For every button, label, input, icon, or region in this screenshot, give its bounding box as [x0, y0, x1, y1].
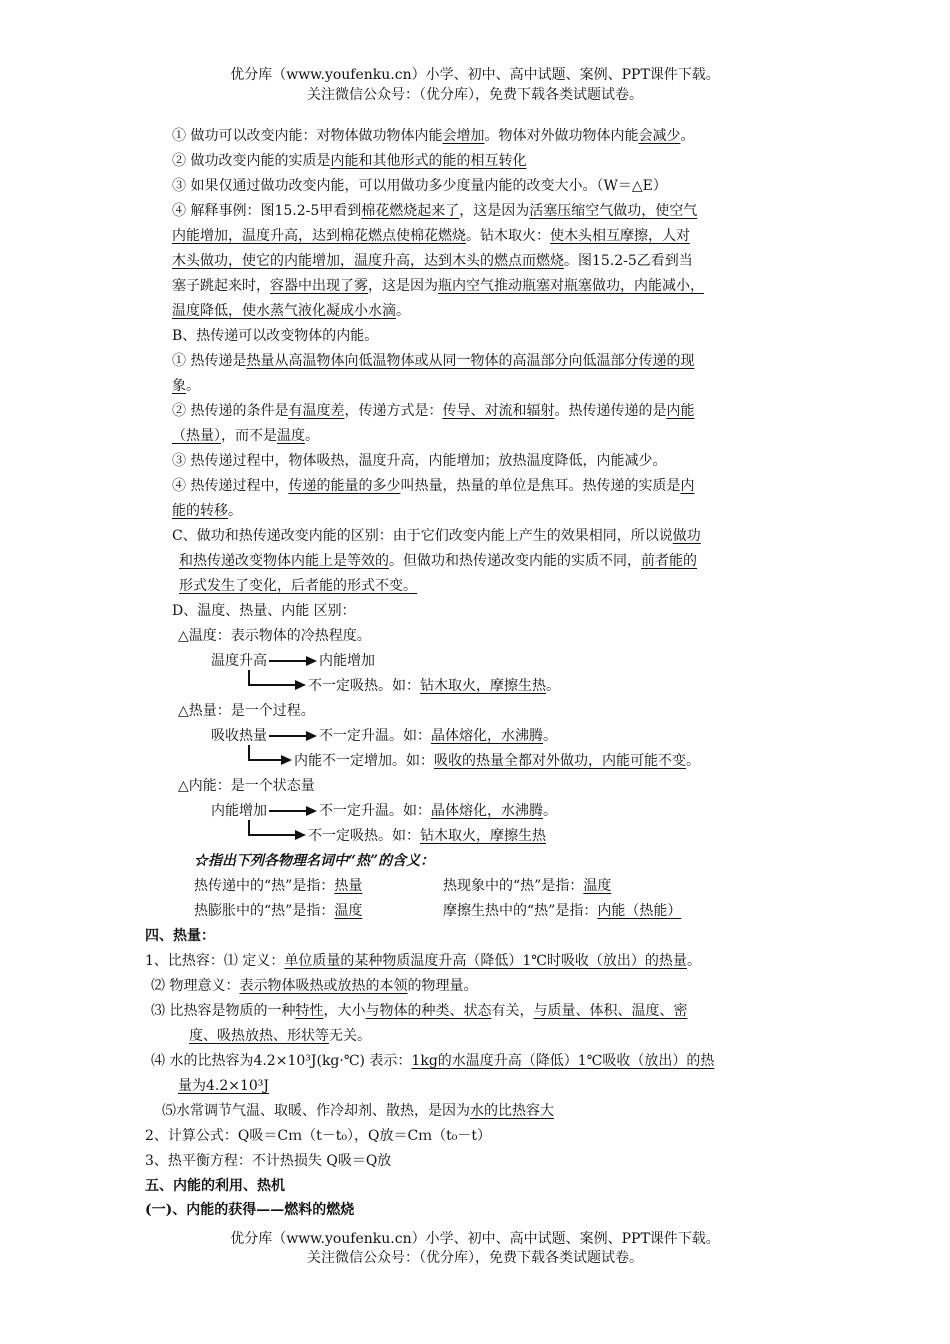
text: 。: [396, 303, 410, 319]
work-point-1: [172, 126, 694, 146]
work-point-3: ③ 如果仅通过做功改变内能，可以用做功多少度量内能的改变大小。（W＝△E）: [172, 178, 667, 194]
right-arrow-icon: [269, 731, 317, 741]
work-point-4-line3: [172, 251, 693, 271]
underlined-answer: 容器中出现了雾: [270, 278, 368, 294]
underlined-answer: 钻木取火，摩擦生热: [420, 828, 546, 844]
text: 。: [186, 378, 200, 394]
elbow-arrow-icon: [248, 676, 306, 690]
text: 热膨胀中的“热”是指：: [194, 903, 335, 919]
underlined-answer: 内能增加，温度升高，达到棉花燃点使棉花燃烧: [172, 228, 466, 244]
heat-branch-1: [211, 726, 557, 746]
underlined-answer: 1kg的水温度升高（降低）1℃吸收（放出）的热: [411, 1053, 715, 1069]
text: ④ 解释事例：图15.2-5甲看到: [172, 203, 362, 219]
text: ，传递方式是：: [344, 403, 443, 419]
heat-branch-2: [248, 751, 700, 771]
text: 1、比热容：⑴ 定义：: [145, 953, 285, 969]
underlined-answer: 特性: [295, 1003, 324, 1019]
heat-meaning-row-2: [194, 901, 362, 921]
underlined-answer: 传导、对流和辐射: [442, 403, 555, 419]
text: 。: [228, 503, 242, 519]
underlined-answer: 传递的能量的多少: [288, 478, 401, 494]
section-5-subtitle: (一)、内能的获得——燃料的燃烧: [145, 1202, 355, 1218]
underlined-answer: 晶体熔化，水沸腾: [431, 728, 543, 744]
underlined-answer: （热量）: [172, 428, 221, 444]
text: ⑶ 比热容是物质的一种: [151, 1003, 296, 1019]
work-point-4-line2: [172, 226, 690, 246]
internal-energy-branch-1: [211, 801, 557, 821]
text: 。: [686, 953, 701, 969]
text: ② 做功改变内能的实质是: [172, 153, 331, 169]
underlined-answer: 温度: [277, 428, 305, 444]
work-point-2: [172, 151, 526, 171]
underlined-answer: 和热传递改变物体内能上是等效的: [179, 553, 389, 569]
underlined-answer: 形式发生了变化，后者能的形式不变。: [179, 578, 417, 594]
underlined-answer: 单位质量的某种物质温度升高（降低）1℃时吸收（放出）的热量: [284, 953, 687, 969]
underlined-answer: 内能（热能）: [597, 903, 682, 919]
text: 。: [686, 753, 700, 769]
underlined-answer: 内: [680, 478, 695, 494]
text: ，这是因为: [368, 278, 438, 294]
underlined-answer: 晶体熔化，水沸腾: [431, 803, 543, 819]
text: C、做功和热传递改变内能的区别：由于它们改变内能上产生的效果相同，所以说: [172, 528, 673, 544]
text: 的物理量。: [407, 978, 478, 994]
text: 无关。: [329, 1028, 371, 1044]
underlined-answer: 有温度差: [288, 403, 345, 419]
text: ④ 热传递过程中，: [172, 478, 289, 494]
calculation-formula: 2、计算公式：Q吸＝Cｍ（t－t₀），Q放＝Cｍ（t₀－t）: [145, 1128, 492, 1144]
heat-balance-equation: 3、热平衡方程：不计热损失 Q吸＝Q放: [145, 1153, 392, 1169]
right-arrow-icon: [269, 806, 317, 816]
section-5-title: 五、内能的利用、热机: [145, 1178, 285, 1194]
text: 内能增加: [211, 803, 267, 819]
underlined-answer: 瓶内空气推动瓶塞对瓶塞做功，内能减小，: [438, 278, 704, 294]
underlined-answer: 温度: [334, 903, 363, 919]
underlined-answer: 活塞压缩空气做功，使空气: [529, 203, 698, 219]
text: 不一定升温。如：: [319, 728, 431, 744]
underlined-answer: 温度降低，使水蒸气液化凝成小水滴: [172, 303, 396, 319]
text: 。但做功和热传递改变内能的实质不同，: [389, 553, 641, 569]
heat-transfer-point-2-line2: [172, 426, 319, 446]
water-specific-heat-line2: [178, 1076, 269, 1096]
underlined-answer: 内能: [666, 403, 695, 419]
text: 内能不一定增加。如：: [294, 753, 434, 769]
heat-transfer-title: B、热传递可以改变物体的内能。: [172, 328, 379, 344]
text: 叫热量，热量的单位是焦耳。热传递的实质是: [400, 478, 681, 494]
underlined-answer: 前者能的: [641, 553, 697, 569]
heat-transfer-point-3: ③ 热传递过程中，物体吸热，温度升高，内能增加；放热温度降低，内能减少。: [172, 453, 667, 469]
right-arrow-icon: [269, 656, 317, 666]
page-footer-line2: 关注微信公众号：（优分库），免费下载各类试题试卷。: [307, 1250, 643, 1266]
underlined-answer: 与物体的种类、状态: [365, 1003, 492, 1019]
underlined-answer: 与质量、体积、温度、密: [533, 1003, 688, 1019]
text: ⑷ 水的比热容为4.2×10³J(kg·℃) 表示：: [151, 1053, 412, 1069]
text: 。: [546, 678, 560, 694]
heat-meaning-row-1: [194, 876, 362, 896]
underlined-answer: 会增加: [442, 128, 485, 144]
page-footer-line1: 优分库（www.youfenku.cn）小学、初中、高中试题、案例、PPT课件下载。: [230, 1231, 720, 1247]
difference-line2: [179, 551, 697, 571]
underlined-answer: 使木头相互摩擦，人对: [550, 228, 690, 244]
distinction-title: D、温度、热量、内能 区别：: [172, 603, 356, 619]
text: 不一定吸热。如：: [308, 678, 420, 694]
temperature-title: △温度：表示物体的冷热程度。: [178, 628, 371, 644]
underlined-answer: 温度: [583, 878, 612, 894]
text: ⑵ 物理意义：: [151, 978, 240, 994]
text: ① 做功可以改变内能：对物体做功物体内能: [172, 128, 443, 144]
elbow-arrow-icon: [248, 826, 306, 840]
internal-energy-title: △内能：是一个状态量: [178, 778, 315, 794]
text: 内能增加: [319, 653, 375, 669]
text: 。: [543, 803, 557, 819]
text: 。物体对外做功物体内能: [484, 128, 639, 144]
heat-transfer-point-2-line1: [172, 401, 694, 421]
underlined-answer: 棉花燃烧起来了: [361, 203, 460, 219]
specific-heat-property-line1: [151, 1001, 687, 1021]
page-header-line2: 关注微信公众号：（优分库），免费下载各类试题试卷。: [307, 87, 643, 103]
text: 吸收热量: [211, 728, 267, 744]
text: ② 热传递的条件是: [172, 403, 289, 419]
underlined-answer: 能的转移: [172, 503, 228, 519]
heat-transfer-point-1-line2: [172, 376, 200, 396]
text: 温度升高: [211, 653, 267, 669]
underlined-answer: 内能和其他形式的能的相互转化: [330, 153, 527, 169]
underlined-answer: 钻木取火，摩擦生热: [420, 678, 546, 694]
work-point-4-line1: [172, 201, 697, 221]
water-usage: [162, 1101, 554, 1121]
elbow-arrow-icon: [248, 751, 292, 765]
specific-heat-property-line2: [189, 1026, 371, 1046]
text: ⑸水常调节气温、取暖、作冷却剂、散热，是因为: [162, 1103, 470, 1119]
page-header-line1: 优分库（www.youfenku.cn）小学、初中、高中试题、案例、PPT课件下载。: [230, 67, 720, 83]
text: ，这是因为: [459, 203, 530, 219]
underlined-answer: 度、吸热放热、形状等: [189, 1028, 329, 1044]
underlined-answer: 热量从高温物体向低温物体或从同一物体的高温部分向低温部分传递的现: [246, 353, 695, 369]
work-point-4-line5: [172, 301, 410, 321]
text: 。钻木取火：: [466, 228, 550, 244]
difference-line1: [172, 526, 701, 546]
text: 。: [543, 728, 557, 744]
heat-meaning-title: ☆指出下列各物理名词中“热”的含义：: [194, 853, 435, 869]
underlined-answer: 水的比热容大: [470, 1103, 554, 1119]
text: 。: [305, 428, 319, 444]
underlined-answer: 做功: [672, 528, 701, 544]
underlined-answer: 会减少: [638, 128, 681, 144]
specific-heat-meaning: [151, 976, 477, 996]
specific-heat-definition: [145, 951, 701, 971]
heat-meaning-row-1b: [443, 876, 611, 896]
heat-transfer-point-1-line1: [172, 351, 694, 371]
text: 热传递中的“热”是指：: [194, 878, 335, 894]
underlined-answer: 木头做功，使它的内能增加，温度升高，达到木头的燃点而燃烧: [172, 253, 564, 269]
heat-meaning-row-2b: [443, 901, 681, 921]
text: 。热传递传递的是: [554, 403, 667, 419]
text: 不一定吸热。如：: [308, 828, 420, 844]
underlined-answer: 吸收的热量全都对外做功，内能可能不变: [434, 753, 686, 769]
difference-line3: [179, 576, 417, 596]
text: 有关，: [491, 1003, 534, 1019]
text: ，大小: [323, 1003, 366, 1019]
text: ① 热传递是: [172, 353, 247, 369]
underlined-answer: 热量: [334, 878, 363, 894]
text: 不一定升温。如：: [319, 803, 431, 819]
temperature-branch-2: [248, 676, 560, 696]
section-4-title: 四、热量：: [145, 928, 215, 944]
internal-energy-branch-2: [248, 826, 546, 846]
underlined-answer: 量为4.2×10³J: [178, 1078, 270, 1094]
text: 塞子跳起来时，: [172, 278, 270, 294]
text: 热现象中的“热”是指：: [443, 878, 584, 894]
text: 摩擦生热中的“热”是指：: [443, 903, 598, 919]
heat-transfer-point-4-line2: [172, 501, 242, 521]
water-specific-heat-line1: [151, 1051, 714, 1071]
text: 。图15.2-5乙看到当: [564, 253, 693, 269]
work-point-4-line4: [172, 276, 704, 296]
text: 。: [680, 128, 695, 144]
underlined-answer: 象: [172, 378, 186, 394]
underlined-answer: 表示物体吸热或放热的本领: [239, 978, 408, 994]
temperature-branch-1: [211, 651, 375, 671]
heat-title: △热量：是一个过程。: [178, 703, 315, 719]
text: ，而不是: [221, 428, 277, 444]
heat-transfer-point-4-line1: [172, 476, 694, 496]
